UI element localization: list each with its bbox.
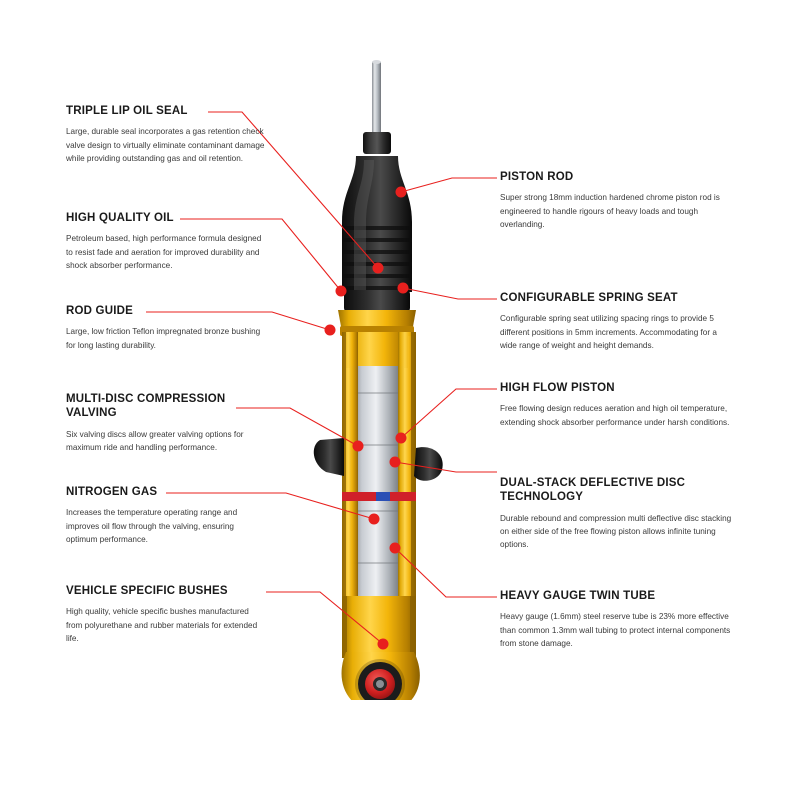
callout-title: DUAL-STACK DEFLECTIVE DISC TECHNOLOGY — [500, 477, 686, 504]
callout-title: VEHICLE SPECIFIC BUSHES — [66, 585, 228, 597]
callout-rod-guide — [66, 304, 266, 352]
callout-body: Super strong 18mm induction hardened chrome piston rod is engineered to handle rigours of heavy loads and tough overlanding. — [500, 193, 720, 229]
callout-body: Configurable spring seat utilizing spacing rings to provide 5 different positions in 5mm increments. Accommodating for a wide range of weight and height demands. — [500, 314, 717, 350]
callout-high-flow-piston — [500, 381, 736, 429]
callout-nitrogen-gas — [66, 485, 266, 546]
callout-body: Increases the temperature operating range and improves oil flow through the valving, ensuring optimum performance. — [66, 508, 238, 544]
callout-body: Free flowing design reduces aeration and high oil temperature, extending shock absorber performance under harsh conditions. — [500, 404, 730, 427]
callout-title: HEAVY GAUGE TWIN TUBE — [500, 590, 656, 602]
callout-piston-rod — [500, 170, 736, 231]
callout-body: Heavy gauge (1.6mm) steel reserve tube is 23% more effective than common 1.3mm wall tubing to protect internal components from stone damage. — [500, 612, 731, 648]
callout-body: Large, durable seal incorporates a gas retention check valve design to virtually eliminate contaminant damage while providing outstanding gas and oil retention. — [66, 127, 265, 163]
callout-high-quality-oil — [66, 211, 266, 272]
callout-title: HIGH FLOW PISTON — [500, 382, 615, 394]
product-illustration — [280, 40, 530, 700]
callout-title: PISTON ROD — [500, 171, 574, 183]
callout-vehicle-specific-bushes — [66, 584, 266, 645]
callout-triple-lip-oil-seal — [66, 104, 266, 165]
callout-heavy-gauge-twin-tube — [500, 589, 736, 650]
callout-title: CONFIGURABLE SPRING SEAT — [500, 292, 678, 304]
callout-multi-disc-compression-valving — [66, 392, 266, 454]
callout-body: Durable rebound and compression multi deflective disc stacking on either side of the free flowing piston allows infinite tuning options. — [500, 513, 732, 550]
callout-body: Large, low friction Teflon impregnated bronze bushing for long lasting durability. — [66, 327, 261, 350]
callout-title: HIGH QUALITY OIL — [66, 212, 174, 224]
callout-title: MULTI-DISC COMPRESSION VALVING — [66, 393, 226, 420]
callout-dual-stack-deflective-disc-technology — [500, 476, 736, 552]
callout-configurable-spring-seat — [500, 291, 736, 352]
callout-title: ROD GUIDE — [66, 305, 133, 317]
callout-body: High quality, vehicle specific bushes manufactured from polyurethane and rubber materials for extended life. — [66, 607, 258, 643]
callout-title: TRIPLE LIP OIL SEAL — [66, 105, 188, 117]
callout-body: Six valving discs allow greater valving options for maximum ride and handling performance. — [66, 429, 244, 453]
callout-title: NITROGEN GAS — [66, 486, 158, 498]
callout-body: Petroleum based, high performance formula designed to resist fade and aeration for improved durability and shock absorber performance. — [66, 234, 262, 270]
